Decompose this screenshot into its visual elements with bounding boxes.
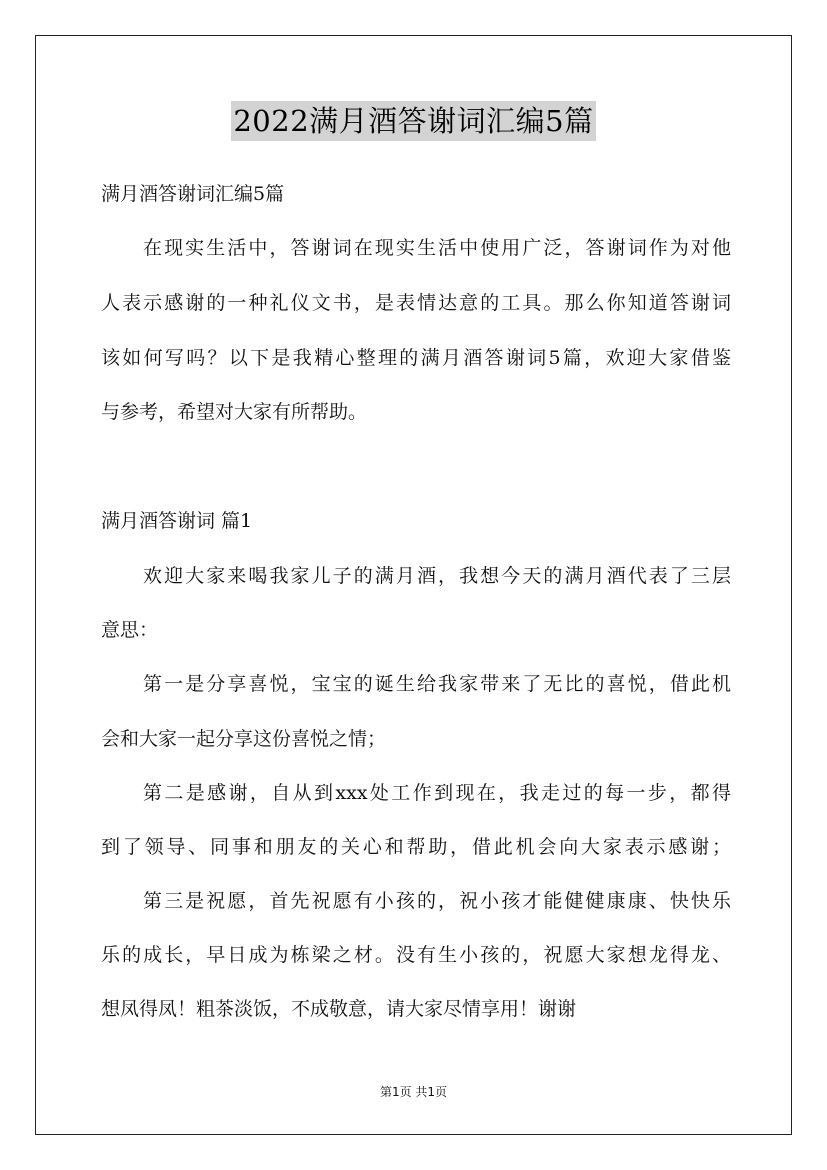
section-line-9: 想凤得凤！粗茶淡饭，不成敬意，请大家尽情享用！谢谢 xyxy=(101,998,577,1020)
document-subtitle: 满月酒答谢词汇编5篇 xyxy=(101,183,285,205)
section-line-2: 意思： xyxy=(101,619,159,641)
section-line-6: 到了领导、同事和朋友的关心和帮助，借此机会向大家表示感谢； xyxy=(101,836,731,858)
document-title: 2022满月酒答谢词汇编5篇 xyxy=(231,101,595,141)
section-line-3: 第一是分享喜悦，宝宝的诞生给我家带来了无比的喜悦，借此机 xyxy=(143,673,731,695)
intro-line-3: 该如何写吗？以下是我精心整理的满月酒答谢词5篇，欢迎大家借鉴 xyxy=(101,347,731,369)
section-heading: 满月酒答谢词 篇1 xyxy=(101,510,253,532)
section-line-8: 乐的成长，早日成为栋梁之材。没有生小孩的，祝愿大家想龙得龙、 xyxy=(101,944,731,966)
section-line-4: 会和大家一起分享这份喜悦之情； xyxy=(101,728,387,750)
section-line-7: 第三是祝愿，首先祝愿有小孩的，祝小孩才能健健康康、快快乐 xyxy=(143,890,731,912)
section-line-5: 第二是感谢，自从到xxx处工作到现在，我走过的每一步，都得 xyxy=(143,782,731,804)
page-footer: 第1页 共1页 xyxy=(379,1085,448,1099)
intro-line-4: 与参考，希望对大家有所帮助。 xyxy=(101,401,368,423)
title-container xyxy=(0,101,827,141)
section-line-1: 欢迎大家来喝我家儿子的满月酒，我想今天的满月酒代表了三层 xyxy=(143,565,731,587)
intro-line-1: 在现实生活中，答谢词在现实生活中使用广泛，答谢词作为对他 xyxy=(143,237,731,259)
intro-line-2: 人表示感谢的一种礼仪文书，是表情达意的工具。那么你知道答谢词 xyxy=(101,292,731,314)
